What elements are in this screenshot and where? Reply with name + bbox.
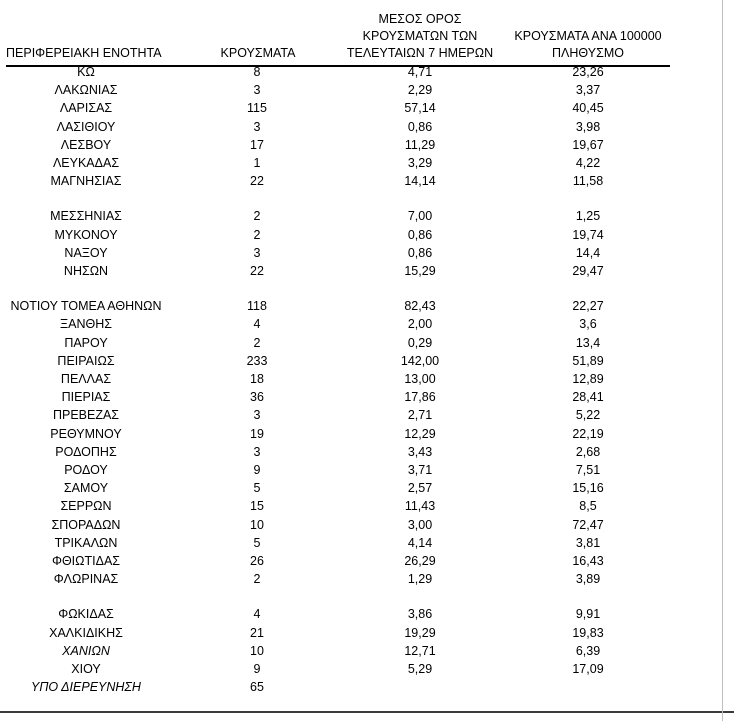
region-cell: ΞΑΝΘΗΣ [60,317,112,332]
region-cell: ΛΑΣΙΘΙΟΥ [56,119,116,134]
average-cell: 0,86 [407,245,433,260]
cases-cell: 3 [253,444,261,459]
per-100000-cell: 6,39 [575,643,601,658]
per-100000-cell: 4,22 [575,156,601,170]
header-per-line-1: ΚΡΟΥΣΜΑΤΑ ΑΝΑ 100000 [514,29,662,43]
per-100000-cell: 3,37 [575,83,601,98]
region-cell: ΡΟΔΟΥ [64,463,108,477]
table-row [0,136,734,154]
cases-cell: 21 [250,625,264,640]
table-row [0,388,734,406]
average-cell: 3,29 [407,156,433,170]
average-cell: 1,29 [407,572,433,587]
per-100000-cell: 23,26 [572,65,604,79]
per-100000-cell: 19,74 [572,227,604,242]
region-cell: ΝΟΤΙΟΥ ΤΟΜΕΑ ΑΘΗΝΩΝ [10,299,162,314]
table-row [0,406,734,424]
table-row [0,63,734,81]
average-cell: 2,57 [407,481,433,496]
average-cell: 0,86 [407,119,433,134]
cases-cell: 65 [250,680,264,695]
region-cell: ΚΩ [77,65,95,79]
cases-cell: 4 [253,607,261,622]
cases-cell: 9 [253,463,261,477]
region-cell: ΡΟΔΟΠΗΣ [55,444,117,459]
average-cell: 3,43 [407,444,433,459]
cases-cell: 3 [253,119,261,134]
average-cell: 3,71 [407,463,433,477]
per-100000-cell: 19,67 [572,137,604,152]
cases-cell: 26 [250,554,264,568]
cases-cell: 17 [250,137,264,152]
per-100000-cell: 1,25 [575,209,601,224]
table-row [0,334,734,352]
cases-cell: 18 [250,372,264,386]
header-avg-line-2: ΚΡΟΥΣΜΑΤΩΝ ΤΩΝ [362,29,478,43]
per-100000-cell: 22,19 [572,426,604,441]
per-100000-cell: 3,98 [575,119,601,134]
region-cell: ΣΑΜΟΥ [63,481,109,496]
table-row [0,226,734,244]
cases-cell: 10 [250,517,264,532]
table-row [0,660,734,678]
average-cell: 142,00 [400,353,440,368]
average-cell: 2,29 [407,83,433,98]
per-100000-cell: 19,83 [572,625,604,640]
average-cell: 4,71 [407,65,433,79]
region-cell: ΦΛΩΡΙΝΑΣ [53,572,119,587]
table-row [0,315,734,333]
table-row [0,605,734,623]
page-edge [722,0,723,721]
table-row [0,497,734,515]
per-100000-cell: 51,89 [572,353,604,368]
average-cell: 3,86 [407,607,433,622]
table-row [0,207,734,225]
header-avg-line-1: ΜΕΣΟΣ ΟΡΟΣ [378,12,462,26]
average-cell: 82,43 [404,299,436,314]
region-cell: ΛΕΥΚΑΔΑΣ [52,156,120,170]
per-100000-cell: 8,5 [579,499,597,514]
bottom-border [0,711,734,713]
average-cell: 2,71 [407,408,433,423]
cases-cell: 15 [250,499,264,514]
cases-cell: 10 [250,643,264,658]
cases-cell: 2 [253,227,261,242]
region-cell: ΛΕΣΒΟΥ [60,137,112,152]
per-100000-cell: 40,45 [572,101,604,116]
per-100000-cell: 3,89 [575,572,601,587]
per-100000-cell: 9,91 [575,607,601,622]
region-cell: ΛΑΚΩΝΙΑΣ [54,83,118,98]
table-row [0,642,734,660]
table-row [0,516,734,534]
average-cell: 0,29 [407,335,433,350]
table-row [0,244,734,262]
average-cell: 12,71 [404,643,436,658]
region-cell: ΧΙΟΥ [71,662,101,676]
table-row [0,552,734,570]
region-cell: ΧΑΝΙΩΝ [62,643,110,658]
region-cell: ΦΩΚΙΔΑΣ [58,607,114,622]
per-100000-cell: 28,41 [572,390,604,405]
cases-cell: 5 [253,481,261,496]
table-row [0,370,734,388]
average-cell: 5,29 [407,662,433,676]
region-cell: ΜΑΓΝΗΣΙΑΣ [50,174,122,189]
region-cell: ΣΕΡΡΩΝ [60,499,112,514]
table-row [0,570,734,588]
table-row [0,425,734,443]
region-cell: ΝΗΣΩΝ [63,264,109,278]
per-100000-cell: 14,4 [575,245,601,260]
cases-cell: 9 [253,662,261,676]
per-100000-cell: 22,27 [572,299,604,314]
average-cell: 12,29 [404,426,436,441]
average-cell: 0,86 [407,227,433,242]
average-cell: 2,00 [407,317,433,332]
region-cell: ΧΑΛΚΙΔΙΚΗΣ [49,625,123,640]
region-cell: ΜΥΚΟΝΟΥ [54,227,118,242]
per-100000-cell: 5,22 [575,408,601,423]
cases-cell: 19 [250,426,264,441]
cases-cell: 115 [247,101,267,116]
cases-cell: 3 [253,245,261,260]
region-cell: ΠΡΕΒΕΖΑΣ [52,408,120,423]
table-row [0,479,734,497]
per-100000-cell: 2,68 [575,444,601,459]
region-cell: ΦΘΙΩΤΙΔΑΣ [51,554,121,568]
region-cell: ΛΑΡΙΣΑΣ [59,101,113,116]
per-100000-cell: 7,51 [575,463,601,477]
average-cell: 11,43 [404,499,436,514]
header-per-line-2: ΠΛΗΘΥΣΜΟ [552,46,624,60]
table-row [0,99,734,117]
header-7day-average [336,11,504,62]
header-region: ΠΕΡΙΦΕΡΕΙΑΚΗ ΕΝΟΤΗΤΑ [6,46,162,60]
per-100000-cell: 17,09 [572,662,604,676]
cases-cell: 2 [253,335,261,350]
average-cell: 19,29 [404,625,436,640]
table-row [0,352,734,370]
per-100000-cell: 72,47 [572,517,604,532]
cases-cell: 36 [250,390,264,405]
cases-cell: 22 [250,174,264,189]
per-100000-cell: 29,47 [572,264,604,278]
header-avg-line-3: ΤΕΛΕΥΤΑΙΩΝ 7 ΗΜΕΡΩΝ [346,46,494,60]
table-row [0,678,734,696]
table-row [0,297,734,315]
cases-cell: 3 [253,408,261,423]
cases-cell: 2 [253,209,261,224]
region-cell: ΠΑΡΟΥ [64,335,108,350]
region-cell: ΠΕΛΛΑΣ [60,372,112,386]
per-100000-cell: 11,58 [572,174,604,189]
table-row [0,443,734,461]
cases-cell: 8 [253,65,261,79]
average-cell: 57,14 [404,101,436,116]
table-row [0,154,734,172]
cases-cell: 233 [246,353,268,368]
region-cell: ΜΕΣΣΗΝΙΑΣ [50,209,122,224]
per-100000-cell: 15,16 [572,481,604,496]
cases-cell: 5 [253,535,261,550]
average-cell: 11,29 [404,137,436,152]
header-per-100000 [504,28,672,62]
average-cell: 13,00 [404,372,436,386]
average-cell: 3,00 [407,517,433,532]
per-100000-cell: 12,89 [572,372,604,386]
region-cell: ΤΡΙΚΑΛΩΝ [54,535,118,550]
average-cell: 4,14 [407,535,433,550]
per-100000-cell: 16,43 [572,554,604,568]
average-cell: 15,29 [404,264,436,278]
region-cell: ΥΠΟ ΔΙΕΡΕΥΝΗΣΗ [31,680,141,695]
table-row [0,118,734,136]
region-cell: ΣΠΟΡΑΔΩΝ [51,517,121,532]
table-row [0,624,734,642]
table-row [0,81,734,99]
per-100000-cell: 3,6 [579,317,597,332]
cases-cell: 22 [250,264,264,278]
cases-cell: 4 [253,317,261,332]
cases-cell: 3 [253,83,261,98]
average-cell: 7,00 [407,209,433,224]
cases-cell: 2 [253,572,261,587]
cases-cell: 1 [253,156,261,170]
region-cell: ΠΕΙΡΑΙΩΣ [57,353,115,368]
average-cell: 26,29 [404,554,436,568]
region-cell: ΡΕΘΥΜΝΟΥ [50,426,122,441]
average-cell: 17,86 [404,390,436,405]
region-cell: ΠΙΕΡΙΑΣ [61,390,111,405]
per-100000-cell: 13,4 [575,335,601,350]
per-100000-cell: 3,81 [575,535,601,550]
table-row [0,534,734,552]
region-cell: ΝΑΞΟΥ [64,245,108,260]
header-cases: ΚΡΟΥΣΜΑΤΑ [220,46,296,60]
cases-cell: 118 [247,299,267,314]
table-row [0,461,734,479]
table-row [0,262,734,280]
table-row [0,172,734,190]
average-cell: 14,14 [404,174,436,189]
